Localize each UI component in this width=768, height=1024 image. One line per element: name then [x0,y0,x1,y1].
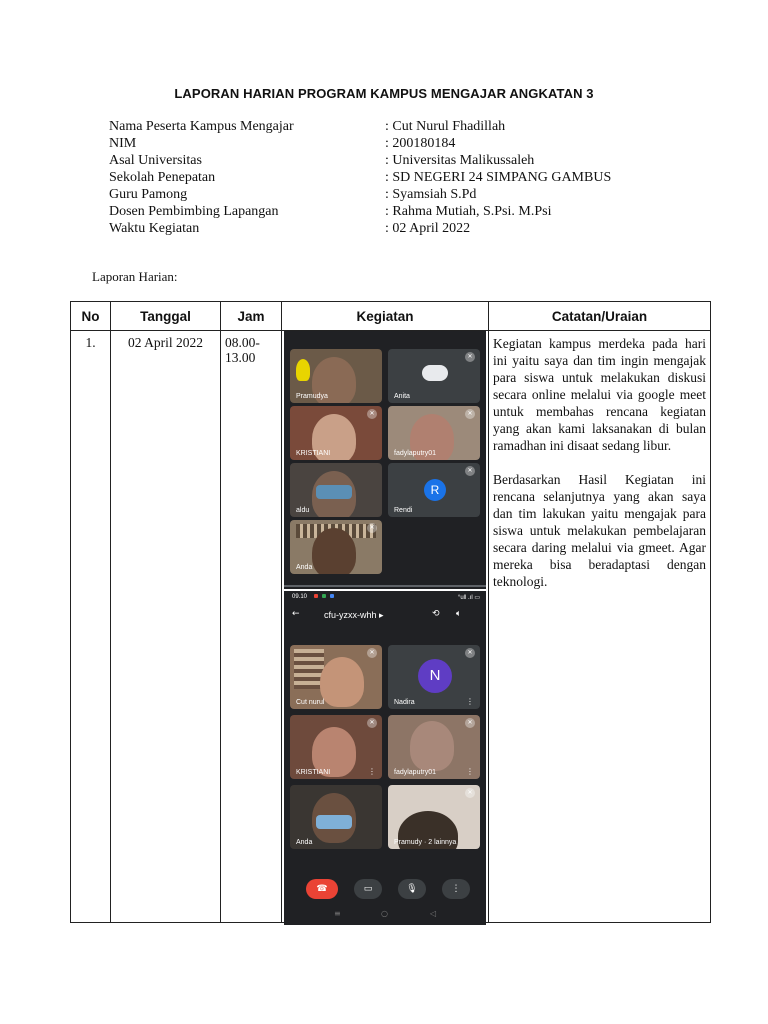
mic-off-icon: ✕ [465,788,475,798]
info-row-supervisor [109,203,611,220]
participant-name: Anita [394,393,410,400]
meeting-toolbar [284,603,486,629]
participant-name: Rendi [394,507,413,514]
cell-catatan [489,331,711,923]
participant-tile [388,349,480,403]
participant-tile [388,645,480,709]
android-nav-bar [284,909,486,923]
participant-name: fadylaputry01 [394,450,437,457]
mic-off-icon: ✕ [465,409,475,419]
jam-end: 13.00 [225,350,256,365]
camera-button[interactable]: ▭ [354,879,382,899]
info-row-teacher [109,186,611,203]
status-bar [284,591,486,603]
info-value: : Syamsiah S.Pd [385,187,477,202]
participant-name: KRISTIANI [296,769,331,776]
info-row-time [109,220,611,237]
mic-off-icon: ✕ [465,648,475,658]
switch-camera-icon[interactable]: ⟲ [432,609,440,619]
end-call-button[interactable]: ☎︎ [306,879,338,899]
info-label: Sekolah Penepatan [109,170,216,185]
participant-tile [290,785,382,849]
participant-name: Cut nurul [296,699,325,706]
info-label: Nama Peserta Kampus Mengajar [109,119,294,134]
cell-no: 1. [71,331,111,923]
cell-jam [221,331,282,923]
profile-image-icon [422,365,448,381]
mic-off-icon: ✕ [367,409,377,419]
home-icon[interactable]: ○ [381,909,388,918]
info-value: : SD NEGERI 24 SIMPANG GAMBUS [385,170,612,185]
face-mask [316,815,352,829]
mic-off-icon: ✕ [465,466,475,476]
info-label: NIM [109,136,137,151]
back-arrow-icon[interactable]: ← [292,609,300,619]
more-options-button[interactable]: ⋮ [442,879,470,899]
report-subheading: Laporan Harian: [92,269,178,284]
participant-tile [388,785,480,849]
info-row-university [109,152,611,169]
info-label: Guru Pamong [109,187,188,202]
notification-icon [322,594,326,598]
participant-name: aldu [296,507,310,514]
meet-screenshot-1 [284,331,486,589]
participant-tile [290,406,382,460]
info-value: : Universitas Malikussaleh [385,153,535,168]
header-jam: Jam [221,302,282,331]
avatar: N [418,659,452,693]
participant-name: Pramudy · 2 lainnya [394,839,457,846]
more-options-icon[interactable]: ⋮ [466,697,474,706]
participant-name: KRISTIANI [296,450,331,457]
meet-screenshot-2 [284,591,486,925]
notification-icon [314,594,318,598]
back-icon[interactable]: ◁ [430,909,437,918]
mic-off-icon: ✕ [367,718,377,728]
document-title: LAPORAN HARIAN PROGRAM KAMPUS MENGAJAR ANGKATAN 3 [174,86,594,101]
more-options-icon[interactable]: ⋮ [466,767,474,776]
catatan-paragraph: Berdasarkan Hasil Kegiatan ini rencana selanjutnya yang akan saya dan tim lakukan yaitu mengajak para siswa untuk melakukan pembelajaran secara daring melalui via gmeet. Agar mereka bisa beradaptasi dengan teknologi. [493,472,706,589]
notification-icon [330,594,334,598]
mic-off-icon: ✕ [465,352,475,362]
mic-off-icon: ✕ [465,718,475,728]
speaker-icon[interactable]: 🔈︎ [456,609,462,619]
microphone-button[interactable]: 🎙︎ [398,879,426,899]
participant-tile [388,715,480,779]
header-no: No [71,302,111,331]
cell-tanggal: 02 April 2022 [111,331,221,923]
more-options-icon[interactable]: ⋮ [368,767,376,776]
participant-photo [320,657,364,707]
participant-tile [290,520,382,574]
screen-divider [284,585,486,587]
jam-start: 08.00- [225,335,260,350]
participant-name: Pramudya [296,393,328,400]
participant-name: Anda [296,564,313,571]
participant-name: Nadira [394,699,415,706]
table-header-row [71,302,711,331]
recents-icon[interactable]: ≡ [334,909,341,918]
mic-off-icon: ✕ [367,523,377,533]
catatan-paragraph: Kegiatan kampus merdeka pada hari ini yaitu saya dan tim ingin mengajak para siswa untuk melakukan diskusi secara online melalui via google meet untuk membahas rencana kegiatan yang akan kami laksanakan di bulan ramadhan ini disaat sedang libur. [493,336,706,453]
info-label: Dosen Pembimbing Lapangan [109,204,279,219]
status-time: 09.10 [292,594,308,600]
participant-tile [388,406,480,460]
header-catatan: Catatan/Uraian [489,302,711,331]
header-tanggal: Tanggal [111,302,221,331]
avatar: R [424,479,446,501]
info-row-name [109,118,611,135]
participant-name: fadylaputry01 [394,769,437,776]
participant-tile [290,349,382,403]
cell-kegiatan [282,331,489,923]
participant-name: Anda [296,839,313,846]
info-value: : Rahma Mutiah, S.Psi. M.Psi [385,204,552,219]
signal-battery-icons: °ull .ıl ▭ [457,595,480,601]
meeting-code[interactable]: cfu-yzxx-whh ▸ [324,610,384,620]
participant-tile [290,463,382,517]
info-row-school [109,169,611,186]
table-row [71,331,711,923]
participant-tile [290,715,382,779]
info-value: : Cut Nurul Fhadillah [385,119,506,134]
info-label: Waktu Kegiatan [109,221,200,236]
participant-tile [388,463,480,517]
daily-report-table [70,301,711,923]
info-value: : 200180184 [385,136,456,151]
header-kegiatan: Kegiatan [282,302,489,331]
face-mask [316,485,352,499]
info-value: : 02 April 2022 [385,221,471,236]
info-row-nim [109,135,611,152]
participant-photo [312,528,356,574]
participant-tile [290,645,382,709]
sticker-icon [296,359,310,381]
mic-off-icon: ✕ [367,648,377,658]
participant-info [109,118,611,237]
info-label: Asal Universitas [109,153,202,168]
participant-photo [410,721,454,771]
